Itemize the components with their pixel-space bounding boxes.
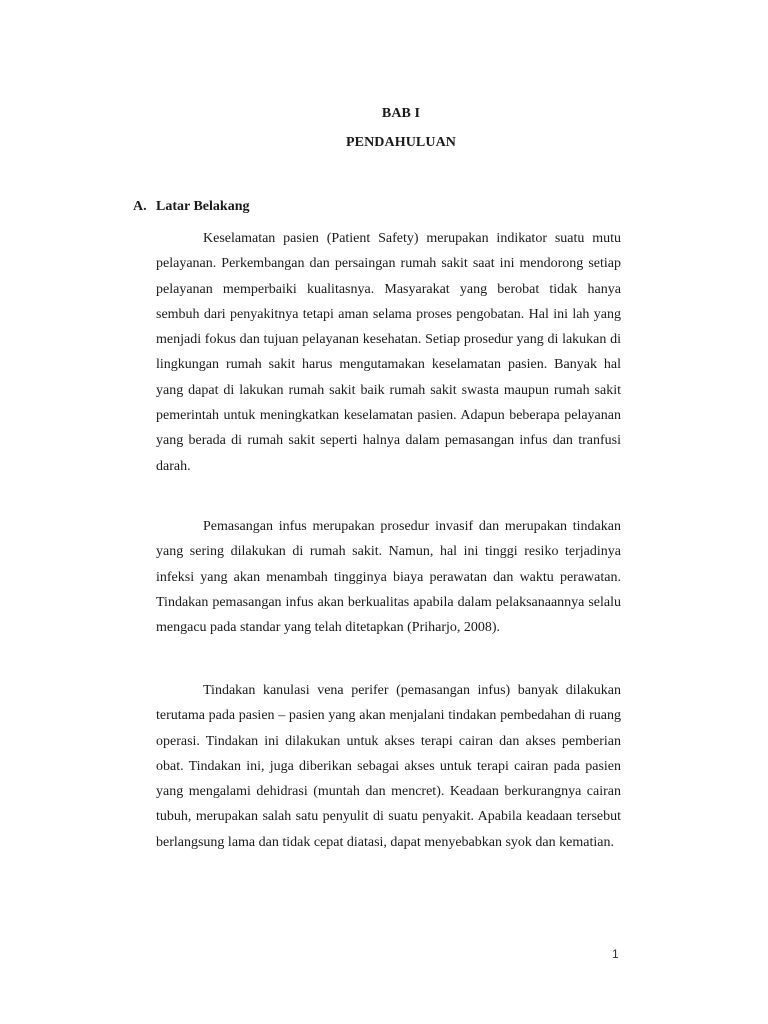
paragraph: Tindakan kanulasi vena perifer (pemasangan infus) banyak dilakukan terutama pada pasien – pasien yang akan menjalani tindakan pembedahan di ruang operasi. Tindakan ini dilakukan untuk akses terapi cairan dan akses pemberian obat. Tindakan ini, juga diberikan sebagai akses untuk terapi cairan pada pasien yang mengalami dehidrasi (muntah dan mencret). Keadaan berkurangnya cairan tubuh, merupakan salah satu penyulit di suatu penyakit. Apabila keadaan tersebut berlangsung lama dan tidak cepat diatasi, dapat menyebabkan syok dan kematian. [156,683,621,850]
paragraph: Keselamatan pasien (Patient Safety) merupakan indikator suatu mutu pelayanan. Perkembangan dan persaingan rumah sakit saat ini mendorong setiap pelayanan memperbaiki kualitasnya. Masyarakat yang berobat tidak hanya sembuh dari penyakitnya tetapi aman selama proses pengobatan. Hal ini lah yang menjadi fokus dan tujuan pelayanan kesehatan. Setiap prosedur yang di lakukan di lingkungan rumah sakit harus mengutamakan keselamatan pasien. Banyak hal yang dapat di lakukan rumah sakit baik rumah sakit swasta maupun rumah sakit pemerintah untuk meningkatkan keselamatan pasien. Adapun beberapa pelayanan yang berada di rumah sakit seperti halnya dalam pemasangan infus dan tranfusi darah. [156,231,621,474]
chapter-title: PENDAHULUAN [346,135,456,150]
page-number: 1 [612,947,619,961]
section-heading-text: Latar Belakang [156,199,250,214]
chapter-label: BAB I [381,106,421,121]
paragraph: Pemasangan infus merupakan prosedur invasif dan merupakan tindakan yang sering dilakukan di rumah sakit. Namun, hal ini tinggi resiko terjadinya infeksi yang akan menambah tingginya biaya perawatan dan waktu perawatan. Tindakan pemasangan infus akan berkualitas apabila dalam pelaksanaannya selalu mengacu pada standar yang telah ditetapkan (Priharjo, 2008). [156,519,621,636]
section-letter: A. [133,199,147,214]
section-heading [133,199,249,215]
